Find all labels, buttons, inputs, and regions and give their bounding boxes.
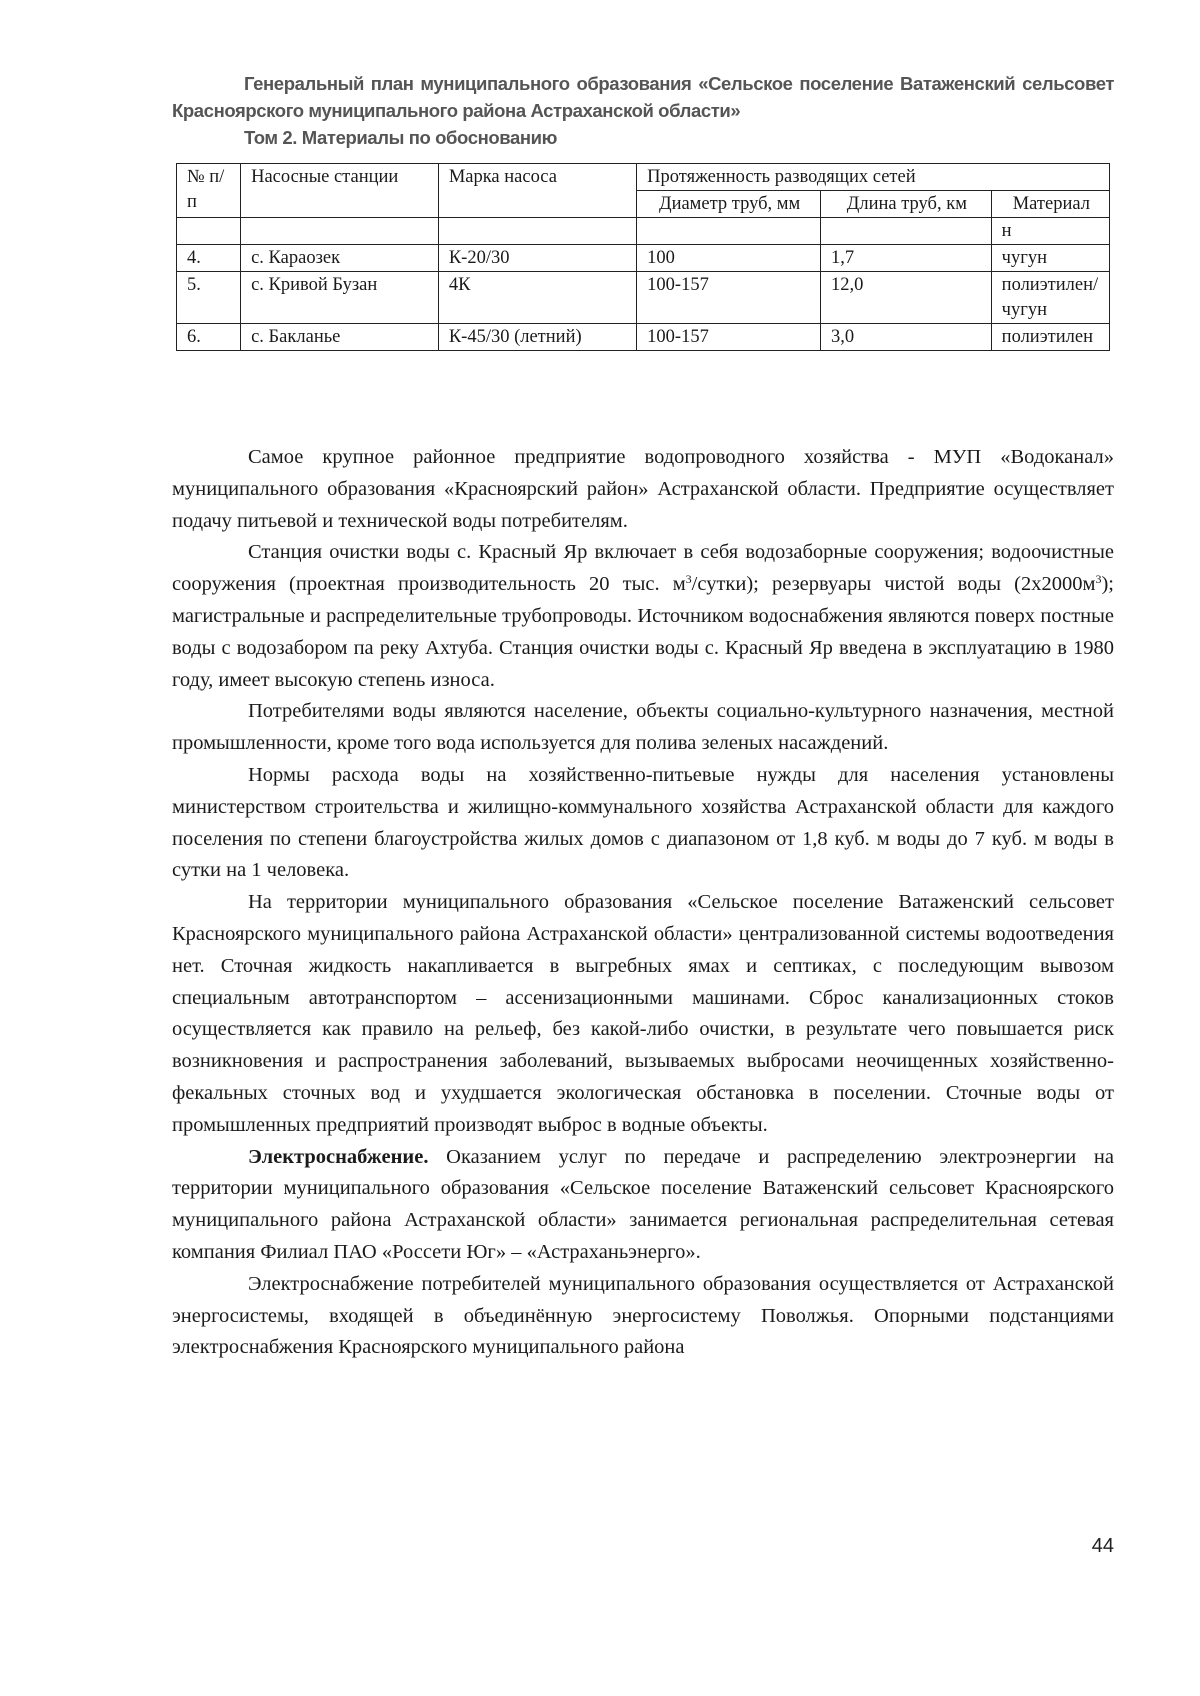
- row-station: с. Бакланье: [241, 324, 439, 351]
- document-header: [172, 70, 1114, 151]
- paragraph-text: Оказанием услуг по передаче и распределению электроэнергии на территории муниципального образования «Сельское поселение Ватаженский сельсовет Красноярского муниципального района Астраханской области» занимается региональная распределительная сетевая компания Филиал ПАО «Россети Юг» – «Астраханьэнерго».: [172, 1145, 1114, 1263]
- row-material: чугун: [991, 245, 1109, 272]
- paragraph-treatment-station: [172, 537, 1114, 696]
- paragraph-norms: Нормы расхода воды на хозяйственно-питьевые нужды для населения установлены министерством строительства и жилищно-коммунального хозяйства Астраханской области для каждого поселения по степени благоустройства жилых домов с диапазоном от 1,8 куб. м воды до 7 куб. м воды в сутки на 1 человека.: [172, 763, 1114, 882]
- paragraph-text: ); магистральные и распределительные трубопроводы. Источником водоснабжения являются поверх постные воды с водозабором па реку Ахтуба. Станция очистки воды с. Красный Яр введена в эксплуатацию в 1980 году, имеет высокую степень износа.: [172, 573, 1114, 691]
- section-heading-electricity: Электроснабжение.: [248, 1145, 429, 1168]
- row-diameter: 100-157: [637, 272, 821, 324]
- table-cell: [821, 218, 992, 245]
- table-cell: [177, 218, 241, 245]
- table-cell: [438, 218, 636, 245]
- table-row: [177, 245, 1110, 272]
- header-pump: Марка насоса: [438, 164, 636, 218]
- row-num: 4.: [177, 245, 241, 272]
- document-body: [172, 442, 1114, 1364]
- header-station: Насосные станции: [241, 164, 439, 218]
- header-diameter: Диаметр труб, мм: [637, 191, 821, 218]
- water-supply-table: [176, 163, 1110, 351]
- row-num: 6.: [177, 324, 241, 351]
- header-num: № п/п: [177, 164, 241, 218]
- table-cell: [241, 218, 439, 245]
- paragraph-water-utility: Самое крупное районное предприятие водопроводного хозяйства - МУП «Водоканал» муниципального образования «Красноярский район» Астраханской области. Предприятие осуществляет подачу питьевой и технической воды потребителям.: [172, 446, 1114, 532]
- row-length: 12,0: [821, 272, 992, 324]
- row-length: 1,7: [821, 245, 992, 272]
- row-station: с. Кривой Бузан: [241, 272, 439, 324]
- paragraph-consumers: Потребителями воды являются население, объекты социально-культурного назначения, местной промышленности, кроме того вода используется для полива зеленых насаждений.: [172, 700, 1114, 755]
- paragraph-energy-system: Электроснабжение потребителей муниципального образования осуществляется от Астраханской энергосистемы, входящей в объединённую энергосистему Поволжья. Опорными подстанциями электроснабжения Красноярского муниципального района: [172, 1272, 1114, 1359]
- table-cell: н: [991, 218, 1109, 245]
- row-pump: К-45/30 (летний): [438, 324, 636, 351]
- row-diameter: 100-157: [637, 324, 821, 351]
- paragraph-sewerage: На территории муниципального образования «Сельское поселение Ватаженский сельсовет Красноярского муниципального района Астраханской области» централизованной системы водоотведения нет. Сточная жидкость накапливается в выгребных ямах и септиках, с последующим вывозом специальным автотранспортом – ассенизационными машинами. Сброс канализационных стоков осуществляется как правило на рельеф, без какой-либо очистки, в результате чего повышается риск возникновения и распространения заболеваний, вызываемых выбросами неочищенных хозяйственно-фекальных сточных вод и ухудшается экологическая обстановка в поселении. Сточные воды от промышленных предприятий производят выброс в водные объекты.: [172, 891, 1114, 1136]
- row-pump: К-20/30: [438, 245, 636, 272]
- paragraph-text: /сутки); резервуары чистой воды (2х2000м: [691, 573, 1096, 596]
- row-station: с. Караозек: [241, 245, 439, 272]
- header-length: Длина труб, км: [821, 191, 992, 218]
- header-network: Протяженность разводящих сетей: [637, 164, 1110, 191]
- header-title: Генеральный план муниципального образования «Сельское поселение Ватаженский сельсовет Красноярского муниципального района Астраханской области»: [172, 73, 1114, 121]
- row-num: 5.: [177, 272, 241, 324]
- page-number: 44: [1091, 1535, 1114, 1557]
- table-row: [177, 324, 1110, 351]
- paragraph-electricity: [172, 1142, 1114, 1269]
- paragraph-text: Станция очистки воды с. Красный Яр включает в себя водозаборные сооружения; водоочистные сооружения (проектная производительность 20 тыс. м: [172, 541, 1114, 596]
- table-row: [177, 272, 1110, 324]
- row-diameter: 100: [637, 245, 821, 272]
- table-carry-row: [177, 218, 1110, 245]
- table-cell: [637, 218, 821, 245]
- row-material: полиэтилен/чугун: [991, 272, 1109, 324]
- row-material: полиэтилен: [991, 324, 1109, 351]
- header-volume: Том 2. Материалы по обоснованию: [244, 127, 558, 148]
- table-header-row: [177, 164, 1110, 191]
- superscript-3: 3: [685, 572, 692, 587]
- row-length: 3,0: [821, 324, 992, 351]
- superscript-3: 3: [1095, 572, 1102, 587]
- header-material: Материал: [991, 191, 1109, 218]
- row-pump: 4К: [438, 272, 636, 324]
